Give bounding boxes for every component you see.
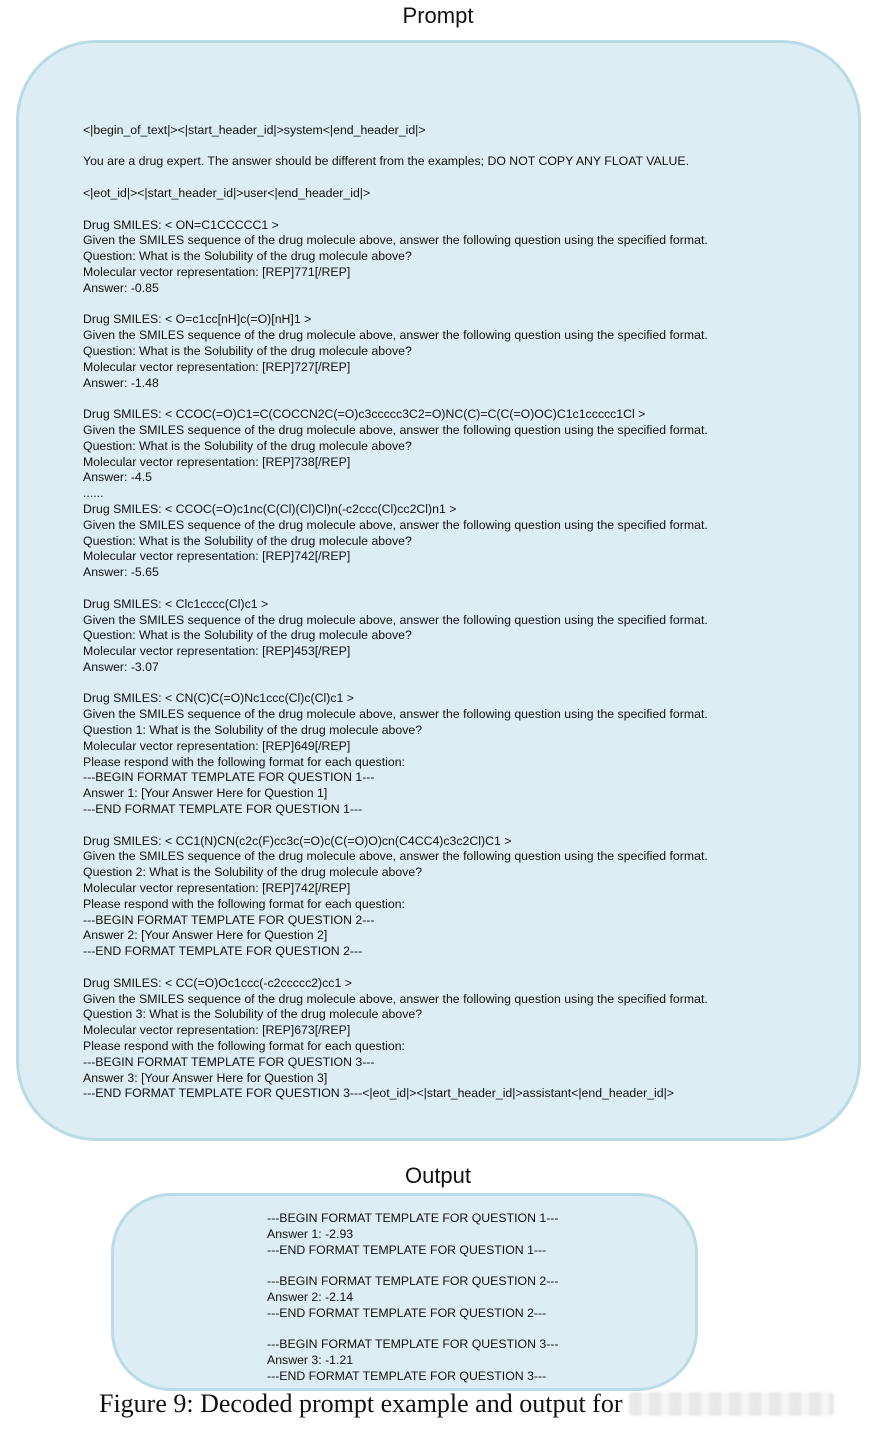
- prompt-line: Molecular vector representation: [REP]453[/REP]: [83, 644, 351, 659]
- prompt-line: Question: What is the Solubility of the drug molecule above?: [83, 438, 412, 453]
- prompt-line: Answer 2: [Your Answer Here for Question 2]: [83, 928, 328, 943]
- prompt-line: Question: What is the Solubility of the drug molecule above?: [83, 343, 412, 358]
- output-text: [267, 1211, 559, 1385]
- prompt-line: Molecular vector representation: [REP]649[/REP]: [83, 738, 351, 753]
- prompt-line: [83, 139, 708, 155]
- prompt-line: Given the SMILES sequence of the drug molecule above, answer the following question using the specified format.: [83, 422, 708, 437]
- prompt-line: Molecular vector representation: [REP]727[/REP]: [83, 359, 351, 374]
- prompt-title: Prompt: [402, 3, 474, 28]
- prompt-line: Please respond with the following format for each question:: [83, 896, 405, 911]
- prompt-line: Given the SMILES sequence of the drug molecule above, answer the following question using the specified format.: [83, 517, 708, 532]
- prompt-line: [83, 107, 708, 123]
- prompt-line: ---END FORMAT TEMPLATE FOR QUESTION 3---<|eot_id|><|start_header_id|>assistant<|end_header_id|>: [83, 1086, 674, 1101]
- output-line: Answer 2: -2.14: [267, 1289, 354, 1304]
- prompt-line: Drug SMILES: < ON=C1CCCCC1 >: [83, 217, 279, 232]
- prompt-line: Drug SMILES: < Clc1cccc(Cl)c1 >: [83, 596, 269, 611]
- prompt-line: Question 1: What is the Solubility of the drug molecule above?: [83, 723, 423, 738]
- prompt-line: ---BEGIN FORMAT TEMPLATE FOR QUESTION 2---: [83, 912, 375, 927]
- prompt-line: [83, 581, 708, 597]
- prompt-line: <|eot_id|><|start_header_id|>user<|end_header_id|>: [83, 185, 371, 200]
- prompt-line: Drug SMILES: < CCOC(=O)c1nc(C(Cl)(Cl)Cl)n(-c2ccc(Cl)cc2Cl)n1 >: [83, 501, 457, 516]
- prompt-panel: [16, 40, 861, 1141]
- output-line: Answer 3: -1.21: [267, 1353, 354, 1368]
- prompt-line: [83, 676, 708, 692]
- prompt-line: Question: What is the Solubility of the drug molecule above?: [83, 628, 412, 643]
- prompt-line: Question: What is the Solubility of the drug molecule above?: [83, 533, 412, 548]
- prompt-line: ---END FORMAT TEMPLATE FOR QUESTION 1---: [83, 802, 363, 817]
- prompt-line: Question 2: What is the Solubility of the drug molecule above?: [83, 865, 423, 880]
- prompt-line: Given the SMILES sequence of the drug molecule above, answer the following question using the specified format.: [83, 233, 708, 248]
- output-line: ---END FORMAT TEMPLATE FOR QUESTION 1---: [267, 1242, 547, 1257]
- prompt-line: Answer: -5.65: [83, 565, 159, 580]
- prompt-line: Question 3: What is the Solubility of the drug molecule above?: [83, 1007, 423, 1022]
- prompt-line: [83, 391, 708, 407]
- prompt-line: Given the SMILES sequence of the drug molecule above, answer the following question using the specified format.: [83, 707, 708, 722]
- prompt-line: ---BEGIN FORMAT TEMPLATE FOR QUESTION 3---: [83, 1054, 375, 1069]
- prompt-line: [83, 297, 708, 313]
- prompt-text: [83, 107, 708, 1102]
- prompt-line: Molecular vector representation: [REP]673[/REP]: [83, 1023, 351, 1038]
- prompt-line: Drug SMILES: < CC1(N)CN(c2c(F)cc3c(=O)c(C(=O)O)cn(C4CC4)c3c2Cl)C1 >: [83, 833, 512, 848]
- prompt-line: Please respond with the following format for each question:: [83, 1039, 405, 1054]
- prompt-line: Given the SMILES sequence of the drug molecule above, answer the following question using the specified format.: [83, 612, 708, 627]
- prompt-line: You are a drug expert. The answer should be different from the examples; DO NOT COPY ANY FLOAT VALUE.: [83, 154, 690, 169]
- prompt-line: <|begin_of_text|><|start_header_id|>system<|end_header_id|>: [83, 122, 426, 137]
- prompt-line: Molecular vector representation: [REP]742[/REP]: [83, 881, 351, 896]
- output-panel: [111, 1193, 698, 1391]
- prompt-line: ---END FORMAT TEMPLATE FOR QUESTION 2---: [83, 944, 363, 959]
- prompt-line: Molecular vector representation: [REP]771[/REP]: [83, 264, 351, 279]
- output-line: ---BEGIN FORMAT TEMPLATE FOR QUESTION 2---: [267, 1274, 559, 1289]
- prompt-line: Molecular vector representation: [REP]742[/REP]: [83, 549, 351, 564]
- caption-text: Figure 9: Decoded prompt example and output for: [99, 1389, 623, 1418]
- prompt-line: ......: [83, 486, 104, 501]
- prompt-line: Drug SMILES: < CN(C)C(=O)Nc1ccc(Cl)c(Cl)c1 >: [83, 691, 354, 706]
- prompt-line: Answer: -1.48: [83, 375, 159, 390]
- figure-caption: [99, 1389, 834, 1419]
- output-line: [267, 1258, 559, 1274]
- prompt-line: [83, 202, 708, 218]
- output-line: ---BEGIN FORMAT TEMPLATE FOR QUESTION 3---: [267, 1337, 559, 1352]
- prompt-line: Answer 3: [Your Answer Here for Question 3]: [83, 1070, 328, 1085]
- output-line: ---END FORMAT TEMPLATE FOR QUESTION 3---: [267, 1368, 547, 1383]
- prompt-line: Drug SMILES: < O=c1cc[nH]c(=O)[nH]1 >: [83, 312, 312, 327]
- prompt-line: Given the SMILES sequence of the drug molecule above, answer the following question using the specified format.: [83, 328, 708, 343]
- prompt-line: Please respond with the following format for each question:: [83, 754, 405, 769]
- prompt-line: Given the SMILES sequence of the drug molecule above, answer the following question using the specified format.: [83, 849, 708, 864]
- prompt-line: [83, 960, 708, 976]
- output-line: Answer 1: -2.93: [267, 1226, 354, 1241]
- prompt-line: Question: What is the Solubility of the drug molecule above?: [83, 249, 412, 264]
- redacted-text: [629, 1392, 834, 1416]
- prompt-line: ---BEGIN FORMAT TEMPLATE FOR QUESTION 1---: [83, 770, 375, 785]
- prompt-line: Answer: -4.5: [83, 470, 153, 485]
- prompt-line: Drug SMILES: < CCOC(=O)C1=C(COCCN2C(=O)c3ccccc3C2=O)NC(C)=C(C(=O)OC)C1c1ccccc1Cl >: [83, 407, 646, 422]
- prompt-line: [83, 818, 708, 834]
- output-line: ---END FORMAT TEMPLATE FOR QUESTION 2---: [267, 1305, 547, 1320]
- prompt-line: [83, 170, 708, 186]
- output-line: ---BEGIN FORMAT TEMPLATE FOR QUESTION 1---: [267, 1211, 559, 1225]
- prompt-line: Answer 1: [Your Answer Here for Question 1]: [83, 786, 328, 801]
- prompt-line: Answer: -3.07: [83, 659, 159, 674]
- prompt-line: Molecular vector representation: [REP]738[/REP]: [83, 454, 351, 469]
- prompt-line: Given the SMILES sequence of the drug molecule above, answer the following question using the specified format.: [83, 991, 708, 1006]
- output-title: Output: [404, 1163, 472, 1188]
- output-line: [267, 1322, 559, 1338]
- prompt-line: Drug SMILES: < CC(=O)Oc1ccc(-c2ccccc2)cc1 >: [83, 975, 352, 990]
- prompt-line: Answer: -0.85: [83, 280, 159, 295]
